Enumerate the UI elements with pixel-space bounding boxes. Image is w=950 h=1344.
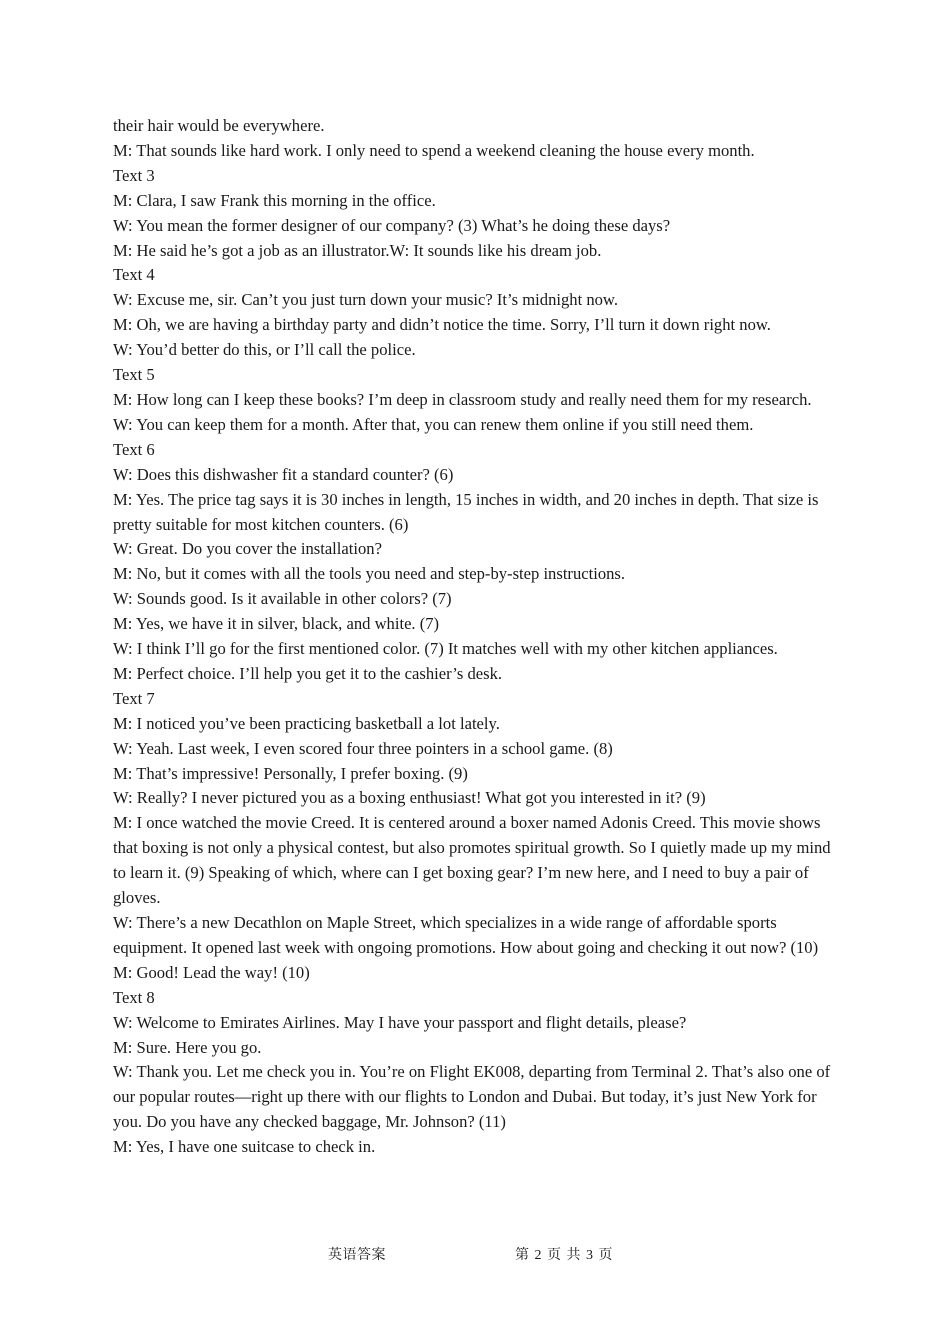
transcript-line: M: Yes, I have one suitcase to check in. [113,1137,376,1157]
section-heading-text-4: Text 4 [113,265,155,285]
section-heading-text-3: Text 3 [113,165,155,185]
section-heading-text-5: Text 5 [113,365,155,385]
transcript-line: W: Excuse me, sir. Can’t you just turn down your music? It’s midnight now. [113,290,618,310]
transcript-line: M: Oh, we are having a birthday party and didn’t notice the time. Sorry, I’ll turn it down right now. [113,315,771,335]
transcript-line: W: Really? I never pictured you as a boxing enthusiast! What got you interested in it? (9) [113,788,706,808]
transcript-line: M: How long can I keep these books? I’m deep in classroom study and really need them for my research. [113,389,812,409]
transcript-line: M: Sure. Here you go. [113,1037,262,1057]
transcript-line: their hair would be everywhere. [113,116,325,135]
transcript-line: M: Clara, I saw Frank this morning in the office. [113,190,436,210]
transcript-line: M: Yes. The price tag says it is 30 inches in length, 15 inches in width, and 20 inches in depth. That size is pretty suitable for most kitchen counters. (6) [113,489,819,534]
transcript-line: M: I noticed you’ve been practicing basketball a lot lately. [113,713,500,733]
page-footer [0,1244,950,1268]
transcript-line: M: Good! Lead the way! (10) [113,962,310,982]
footer-page-number: 第 2 页 共 3 页 [515,1248,614,1263]
transcript-line: W: Yeah. Last week, I even scored four three pointers in a school game. (8) [113,738,613,758]
transcript-line: W: Sounds good. Is it available in other colors? (7) [113,589,452,609]
transcript-line: M: That’s impressive! Personally, I prefer boxing. (9) [113,763,468,783]
transcript-line: W: Does this dishwasher fit a standard counter? (6) [113,464,454,484]
footer-document-title: 英语答案 [328,1248,386,1263]
transcript-line: W: I think I’ll go for the first mentioned color. (7) It matches well with my other kitchen appliances. [113,639,778,659]
transcript-line: M: That sounds like hard work. I only need to spend a weekend cleaning the house every month. [113,140,755,160]
transcript-line: M: He said he’s got a job as an illustrator.W: It sounds like his dream job. [113,240,602,260]
transcript-line: M: I once watched the movie Creed. It is centered around a boxer named Adonis Creed. This movie shows that boxing is not only a physical contest, but also promotes spiritual growth. So I quietly made up my mind to learn it. (9) Speaking of which, where can I get boxing gear? I’m new here, and I need to buy a pair of gloves. [113,813,831,908]
transcript-line: W: Thank you. Let me check you in. You’re on Flight EK008, departing from Terminal 2. That’s also one of our popular routes—right up there with our flights to London and Dubai. But today, it’s just New York for you. Do you have any checked baggage, Mr. Johnson? (11) [113,1062,831,1132]
transcript-line: W: You’d better do this, or I’ll call the police. [113,340,416,360]
section-heading-text-8: Text 8 [113,987,155,1007]
transcript-line: W: Welcome to Emirates Airlines. May I have your passport and flight details, please? [113,1012,687,1032]
section-heading-text-6: Text 6 [113,439,155,459]
transcript-line: M: Yes, we have it in silver, black, and white. (7) [113,614,440,634]
transcript-line: M: Perfect choice. I’ll help you get it to the cashier’s desk. [113,663,503,683]
transcript-line: W: You can keep them for a month. After that, you can renew them online if you still need them. [113,414,754,434]
transcript-body [113,114,835,1160]
section-heading-text-7: Text 7 [113,688,155,708]
transcript-line: W: Great. Do you cover the installation? [113,539,382,559]
transcript-line: M: No, but it comes with all the tools you need and step-by-step instructions. [113,564,626,584]
transcript-line: W: You mean the former designer of our company? (3) What’s he doing these days? [113,215,671,235]
transcript-line: W: There’s a new Decathlon on Maple Street, which specializes in a wide range of affordable sports equipment. It opened last week with ongoing promotions. How about going and checking it out now? (10) [113,913,819,957]
